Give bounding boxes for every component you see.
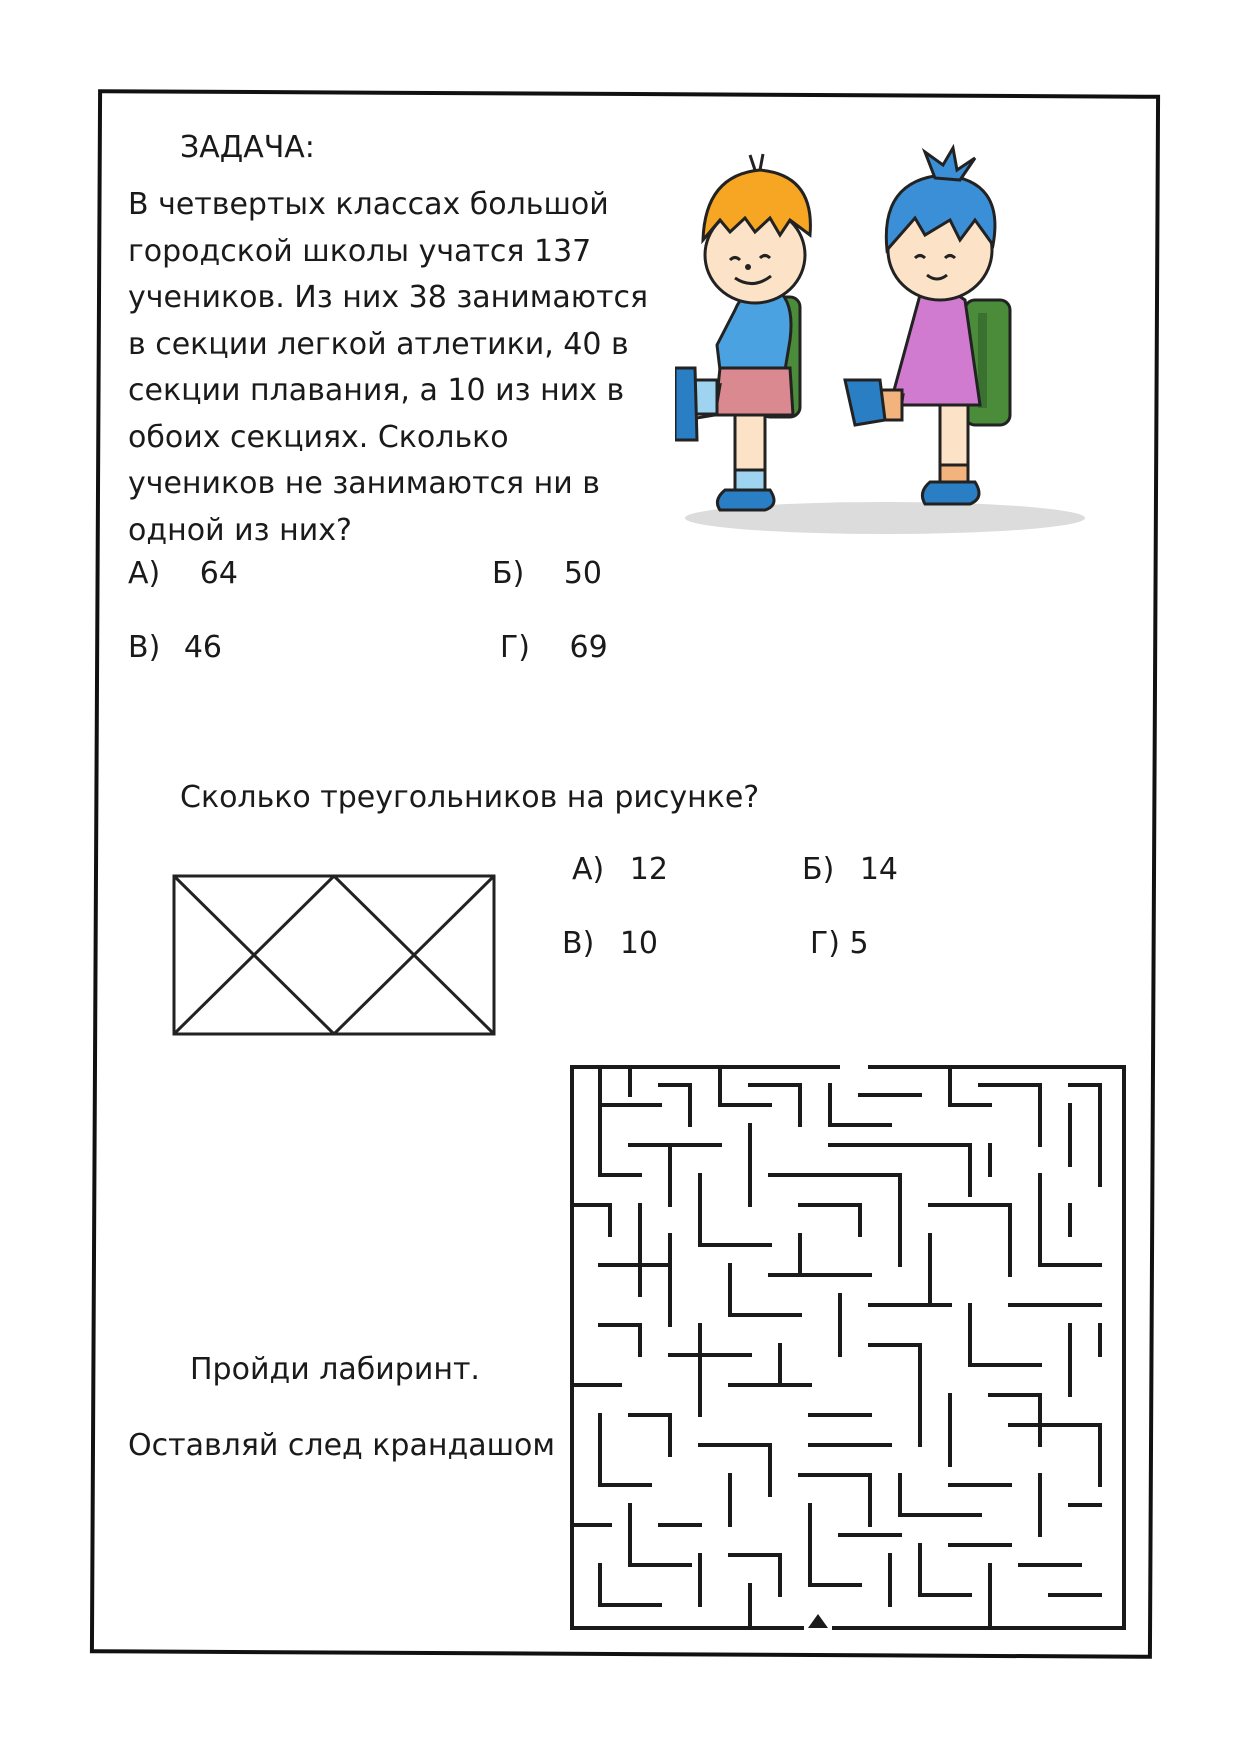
task1-option-d[interactable] [500,630,608,665]
task3-hint: Оставляй след крандашом [128,1428,556,1463]
task2-question: Сколько треугольников на рисунке? [180,780,760,815]
option-value: 5 [849,926,869,961]
boy-figure [675,154,810,510]
task1-problem-text [128,182,688,554]
problem-line: городской школы учатся 137 [128,233,592,269]
kids-illustration [675,140,1095,540]
maze-exit-arrow [808,1614,828,1628]
problem-line: одной из них? [128,512,352,548]
task2-option-d[interactable] [810,926,869,961]
task2-option-c[interactable] [562,926,658,961]
problem-line: в секции легкой атлетики, 40 в [128,326,629,362]
problem-line: В четвертых классах большой [128,187,609,222]
task3-instruction: Пройди лабиринт. [190,1352,480,1387]
task1-option-c[interactable] [128,630,222,665]
task2-option-b[interactable] [802,852,898,887]
option-letter: В) [128,630,161,665]
problem-line: учеников. Из них 38 занимаются [128,280,649,315]
option-value: 64 [199,556,238,591]
option-letter: Г) [500,630,530,665]
option-value: 10 [619,926,659,961]
option-letter: Г) [810,926,840,961]
option-value: 46 [183,630,223,665]
option-value: 50 [563,556,603,591]
option-value: 12 [629,852,668,887]
task2-option-a[interactable] [572,852,668,887]
girl-figure [845,148,1010,504]
option-letter: А) [572,852,605,887]
option-letter: Б) [492,556,525,591]
task1-option-a[interactable] [128,556,238,591]
option-letter: В) [562,926,595,961]
option-letter: А) [128,556,161,591]
problem-line: секции плавания, а 10 из них в [128,373,625,408]
problem-line: обоих секциях. Сколько [128,419,509,455]
triangles-figure [172,874,496,1036]
task1-option-b[interactable] [492,556,602,591]
problem-line: учеников не занимаются ни в [128,466,600,501]
maze[interactable] [570,1065,1126,1630]
option-value: 14 [859,852,899,887]
option-value: 69 [569,630,608,665]
task1-title: ЗАДАЧА: [180,130,315,165]
option-letter: Б) [802,852,835,887]
